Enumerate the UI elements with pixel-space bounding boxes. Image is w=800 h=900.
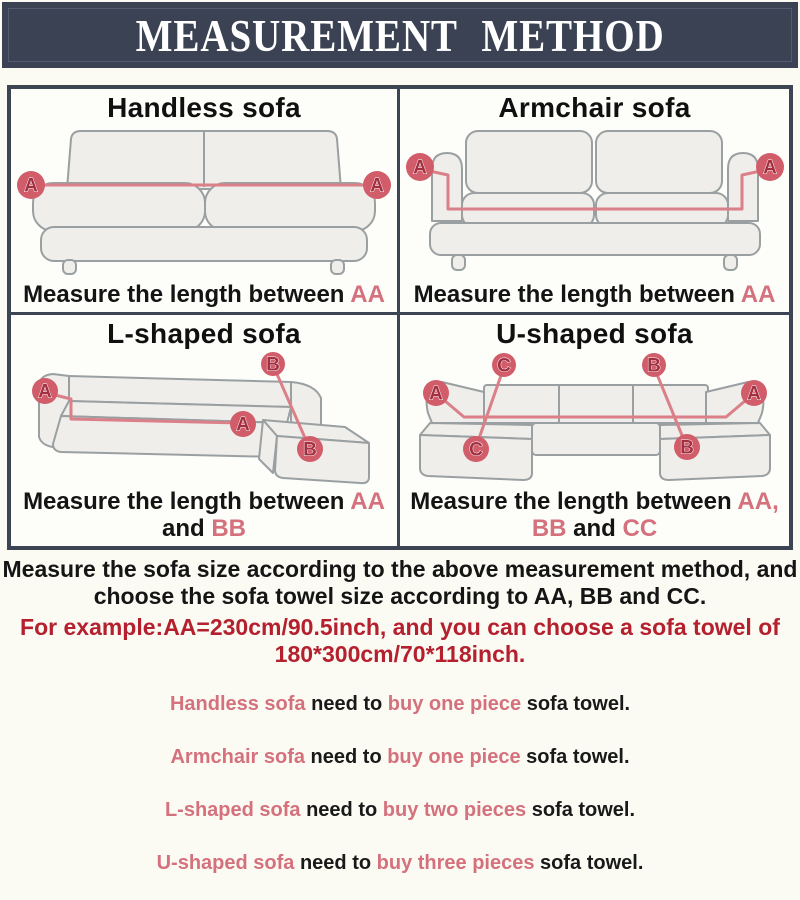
- buy-line-end: sofa towel.: [526, 799, 636, 821]
- svg-text:A: A: [38, 381, 52, 403]
- header-frame: [8, 8, 792, 62]
- instruction-line-2: choose the sofa towel size according to AA, BB and CC.: [93, 583, 707, 609]
- marker-a-mid: [230, 411, 256, 437]
- sofa-drawing: [430, 131, 760, 270]
- panel-l-shaped-sofa: [11, 315, 400, 546]
- caption-aa: AA,: [737, 488, 779, 516]
- marker-a-right: [741, 380, 767, 406]
- buy-line-u-shaped: [0, 847, 800, 880]
- page-title: MEASUREMENT METHOD: [135, 9, 665, 61]
- caption-cc: CC: [622, 515, 658, 543]
- marker-b-bottom: [297, 436, 323, 462]
- example-line-1: For example:AA=230cm/90.5inch, and you can choose a sofa towel of: [20, 614, 780, 640]
- caption-aa: AA: [740, 281, 776, 309]
- buy-line-text: need to: [294, 852, 377, 874]
- marker-a-left: [17, 171, 45, 199]
- marker-b-top: [261, 352, 285, 376]
- caption-text: Measure the length between: [23, 281, 351, 309]
- svg-text:A: A: [236, 414, 250, 436]
- footer-instructions: [0, 556, 800, 900]
- svg-text:B: B: [679, 437, 694, 459]
- svg-text:A: A: [428, 383, 443, 405]
- svg-text:C: C: [496, 355, 511, 377]
- caption-bb: BB: [531, 515, 567, 543]
- sofa-drawing: [33, 131, 375, 274]
- panel-u-shaped-sofa: [400, 315, 789, 546]
- piece-count-label: buy three pieces: [376, 852, 535, 874]
- buy-line-armchair: [0, 741, 800, 774]
- marker-c-top: [492, 353, 516, 377]
- svg-text:B: B: [646, 355, 661, 377]
- buy-line-text: need to: [304, 746, 388, 768]
- l-shaped-sofa-illustration: [13, 349, 395, 491]
- buy-line-end: sofa towel.: [534, 852, 644, 874]
- u-shaped-sofa-title: U-shaped sofa: [496, 318, 693, 349]
- svg-text:C: C: [468, 439, 483, 461]
- caption-text: Measure the length between: [410, 488, 738, 516]
- buy-line-l-shaped: [0, 794, 800, 827]
- handless-sofa-caption: [11, 282, 397, 309]
- marker-b-bottom: [674, 434, 700, 460]
- l-shaped-sofa-title: L-shaped sofa: [107, 318, 301, 349]
- svg-text:B: B: [303, 439, 317, 461]
- marker-c-bottom: [463, 436, 489, 462]
- armchair-sofa-illustration: [404, 123, 786, 275]
- panel-handless-sofa: [11, 89, 400, 315]
- svg-text:A: A: [24, 175, 38, 197]
- u-shaped-sofa-caption: [400, 489, 789, 543]
- buy-line-text: need to: [305, 693, 388, 715]
- panel-armchair-sofa: [400, 89, 789, 315]
- piece-count-label: buy one piece: [387, 746, 521, 768]
- header-bar: [2, 2, 798, 68]
- buy-line-handless: [0, 688, 800, 721]
- sofa-type-label: U-shaped sofa: [156, 852, 295, 874]
- caption-and: and: [161, 515, 212, 543]
- buy-line-text: need to: [300, 799, 383, 821]
- caption-aa: AA: [350, 488, 385, 516]
- marker-a-right: [363, 171, 391, 199]
- svg-text:A: A: [370, 175, 384, 197]
- buy-guidance-list: [0, 688, 800, 880]
- svg-text:A: A: [412, 157, 427, 179]
- caption-and: and: [566, 515, 623, 543]
- example-text: [0, 614, 800, 668]
- instruction-line-1: Measure the sofa size according to the above measurement method, and: [2, 556, 798, 582]
- handless-sofa-illustration: [13, 123, 395, 275]
- caption-text: Measure the length between: [413, 281, 741, 309]
- sofa-drawing: [39, 374, 369, 483]
- marker-a-left: [406, 153, 434, 181]
- svg-text:A: A: [762, 157, 777, 179]
- sofa-type-label: L-shaped sofa: [164, 799, 301, 821]
- marker-a-right: [756, 153, 784, 181]
- marker-a-left: [423, 380, 449, 406]
- buy-line-end: sofa towel.: [520, 746, 630, 768]
- u-shaped-sofa-illustration: [404, 349, 786, 491]
- svg-text:A: A: [746, 383, 761, 405]
- armchair-sofa-caption: [400, 282, 789, 309]
- marker-a-left: [32, 378, 58, 404]
- handless-sofa-title: Handless sofa: [107, 92, 301, 123]
- piece-count-label: buy two pieces: [382, 799, 527, 821]
- l-shaped-sofa-caption: [11, 489, 397, 543]
- caption-bb: BB: [211, 515, 246, 543]
- sofa-panels-grid: [7, 85, 793, 550]
- piece-count-label: buy one piece: [387, 693, 522, 715]
- caption-aa: AA: [350, 281, 385, 309]
- svg-text:B: B: [266, 354, 280, 376]
- armchair-sofa-title: Armchair sofa: [498, 92, 691, 123]
- instruction-text: [0, 556, 800, 610]
- marker-b-top: [642, 353, 666, 377]
- example-line-2: 180*300cm/70*118inch.: [274, 641, 526, 667]
- buy-line-end: sofa towel.: [521, 693, 631, 715]
- sofa-drawing: [420, 382, 770, 480]
- caption-text: Measure the length between: [23, 488, 351, 516]
- sofa-type-label: Armchair sofa: [170, 746, 305, 768]
- sofa-type-label: Handless sofa: [169, 693, 306, 715]
